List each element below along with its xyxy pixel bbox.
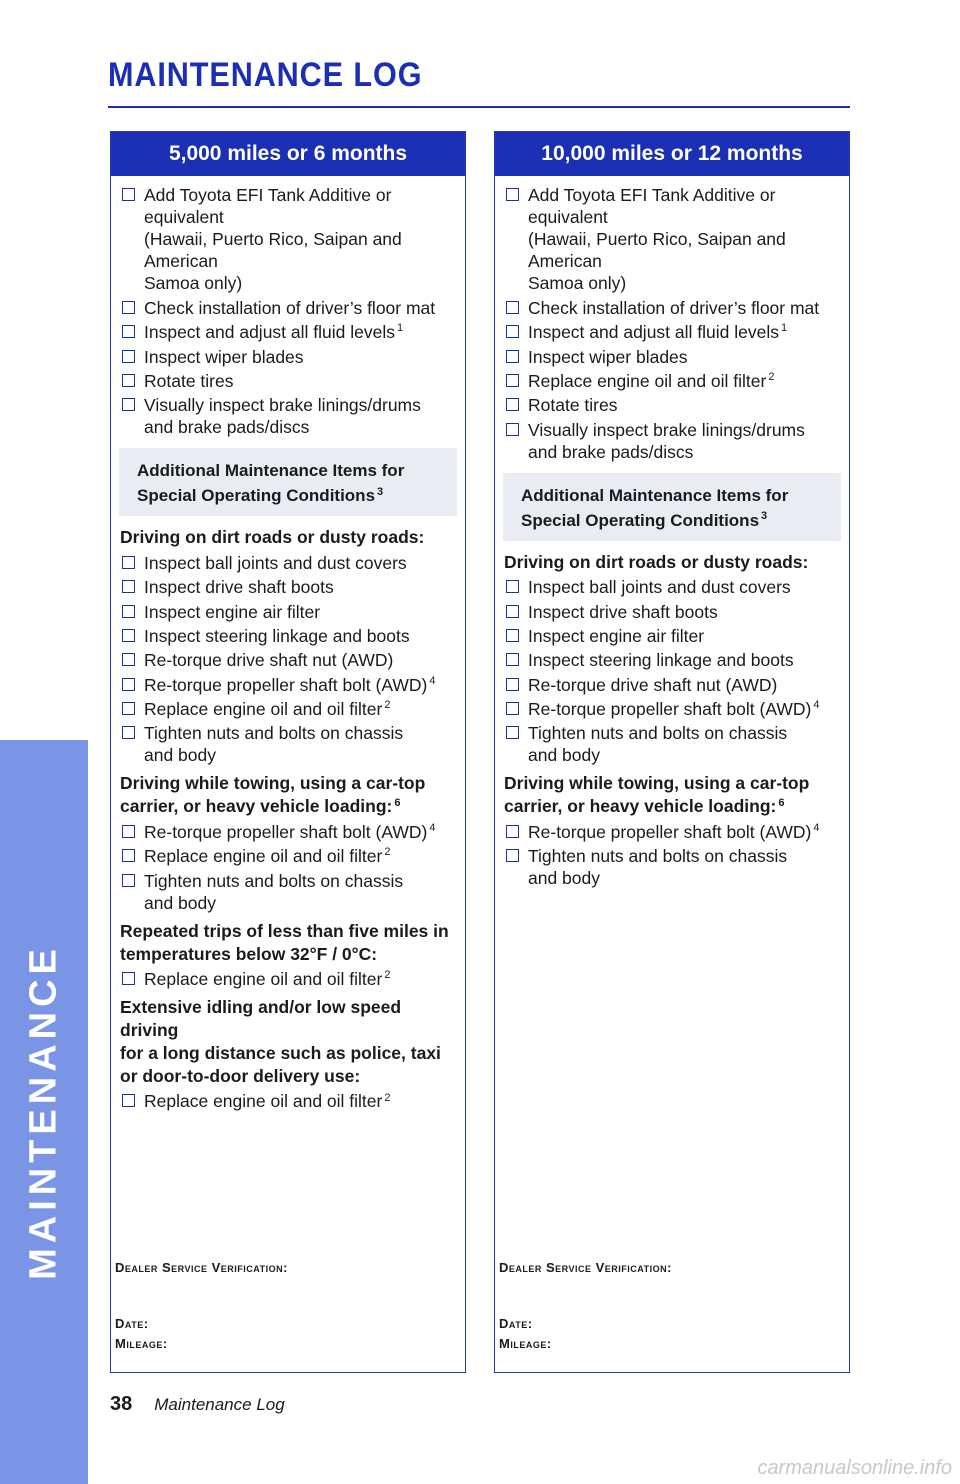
footnote-ref: 2: [384, 969, 391, 982]
item-line: (Hawaii, Puerto Rico, Saipan and American: [144, 229, 402, 272]
checklist-item: [504, 845, 840, 889]
footnote-ref: 2: [768, 371, 775, 384]
footnote-ref: 3: [377, 485, 384, 498]
footnote-ref: 4: [813, 822, 820, 835]
item-line: Samoa only): [528, 273, 627, 294]
item-text: [144, 1090, 390, 1112]
item-text: [528, 370, 774, 392]
item-text: [144, 698, 390, 720]
checkbox[interactable]: [506, 702, 519, 715]
checkbox[interactable]: [506, 605, 519, 618]
checklist-item: [120, 346, 456, 368]
item-text: [528, 674, 777, 696]
checkbox[interactable]: [122, 374, 135, 387]
mileage-label: Mileage:: [115, 1336, 168, 1351]
date-label: Date:: [115, 1316, 149, 1331]
checkbox[interactable]: [122, 972, 135, 985]
checkbox[interactable]: [122, 556, 135, 569]
date-label: Date:: [499, 1316, 533, 1331]
checkbox[interactable]: [506, 629, 519, 642]
dealer-verification-label: Dealer Service Verification:: [499, 1260, 672, 1275]
watermark: carmanualsonline.info: [757, 1457, 952, 1479]
mileage-label: Mileage:: [499, 1336, 552, 1351]
checkbox[interactable]: [122, 726, 135, 739]
page-number: 38: [110, 1393, 133, 1415]
item-text: [144, 297, 435, 319]
item-line: Replace engine oil and oil filter $^2$: [144, 846, 391, 867]
checkbox[interactable]: [122, 1094, 135, 1107]
checkbox[interactable]: [506, 188, 519, 201]
item-text: [528, 394, 617, 416]
item-text: [528, 297, 819, 319]
checklist-item: [504, 674, 840, 696]
item-text: [528, 649, 794, 671]
footnote-ref: 2: [384, 846, 391, 859]
item-line: Rotate tires: [528, 395, 618, 416]
item-line: Rotate tires: [144, 370, 234, 391]
item-line: Inspect ball joints and dust covers: [144, 552, 407, 573]
item-text: [528, 184, 840, 294]
item-text: [144, 845, 390, 867]
column-body: [495, 176, 849, 889]
item-line: Inspect steering linkage and boots: [528, 650, 794, 671]
item-line: Check installation of driver’s floor mat: [528, 297, 820, 318]
checkbox[interactable]: [122, 605, 135, 618]
page-footer: [110, 1393, 285, 1416]
checklist-item: [120, 722, 456, 766]
checkbox[interactable]: [122, 188, 135, 201]
special-heading-line: Additional Maintenance Items for: [521, 485, 789, 505]
item-text: [144, 370, 233, 392]
footnote-ref: 1: [780, 322, 788, 335]
item-text: [144, 552, 407, 574]
checkbox[interactable]: [506, 398, 519, 411]
condition-heading-line: or door-to-door delivery use:: [120, 1066, 361, 1087]
item-text: [144, 394, 421, 438]
item-text: [144, 968, 390, 990]
checkbox[interactable]: [506, 653, 519, 666]
item-text: [528, 845, 787, 889]
item-text: [528, 601, 718, 623]
item-line: Re-torque propeller shaft bolt (AWD) $^4$: [528, 699, 820, 720]
item-line: Re-torque propeller shaft bolt (AWD) $^4$: [528, 821, 820, 842]
condition-heading-line: carrier, or heavy vehicle loading: $^6$: [504, 796, 785, 817]
footnote-ref: 2: [384, 699, 391, 712]
special-conditions-box: [503, 473, 841, 541]
item-line: Inspect wiper blades: [144, 346, 304, 367]
condition-heading: [504, 551, 840, 574]
item-text: [144, 870, 403, 914]
checkbox[interactable]: [122, 629, 135, 642]
condition-heading-line: Driving on dirt roads or dusty roads:: [504, 551, 809, 572]
page-title: MAINTENANCE LOG: [108, 56, 423, 94]
condition-heading: [120, 772, 456, 818]
special-heading-line: Additional Maintenance Items for: [137, 461, 405, 481]
service-column-5000: [110, 131, 466, 1373]
item-line: Visually inspect brake linings/drums: [144, 395, 421, 416]
item-line: and body: [528, 868, 601, 889]
checkbox[interactable]: [122, 849, 135, 862]
checkbox[interactable]: [122, 653, 135, 666]
special-heading-line: Special Operating Conditions $^3$: [137, 485, 384, 506]
item-line: Re-torque drive shaft nut (AWD): [528, 674, 778, 695]
item-line: Replace engine oil and oil filter $^2$: [528, 370, 775, 391]
condition-heading: [120, 996, 456, 1088]
item-line: Tighten nuts and bolts on chassis: [144, 723, 404, 744]
checklist-item: [504, 419, 840, 463]
footnote-ref: 4: [429, 822, 436, 835]
checklist-item: [504, 698, 840, 720]
item-line: and brake pads/discs: [144, 417, 310, 438]
item-line: Inspect and adjust all fluid levels $^1$: [528, 322, 788, 343]
condition-heading-line: Repeated trips of less than five miles in: [120, 920, 449, 941]
special-heading-line: Special Operating Conditions $^3$: [521, 510, 768, 530]
footnote-ref: 6: [778, 796, 785, 809]
checklist-item: [120, 297, 456, 319]
dealer-verification: [111, 1260, 465, 1356]
checklist-item: [504, 184, 840, 294]
item-text: [528, 625, 704, 647]
checklist-item: [120, 552, 456, 574]
checklist-item: [120, 601, 456, 623]
condition-heading-line: Extensive idling and/or low speed driving: [120, 997, 402, 1041]
footer-label: Maintenance Log: [154, 1395, 285, 1414]
item-text: [528, 419, 805, 463]
checklist-item: [120, 649, 456, 671]
checklist-item: [504, 394, 840, 416]
item-line: Visually inspect brake linings/drums: [528, 419, 805, 440]
checkbox[interactable]: [122, 398, 135, 411]
item-line: and brake pads/discs: [528, 441, 694, 462]
special-conditions-box: [119, 448, 457, 516]
checklist-item: [504, 821, 840, 843]
item-line: Samoa only): [144, 273, 243, 294]
checkbox[interactable]: [506, 301, 519, 314]
footnote-ref: 3: [761, 510, 768, 523]
item-line: Tighten nuts and bolts on chassis: [144, 870, 404, 891]
checklist-item: [120, 845, 456, 867]
item-line: (Hawaii, Puerto Rico, Saipan and American: [528, 229, 786, 272]
item-text: [144, 601, 320, 623]
item-text: [528, 576, 791, 598]
checklist-item: [120, 184, 456, 294]
footnote-ref: 4: [813, 699, 820, 712]
footnote-ref: 6: [394, 796, 401, 809]
footnote-ref: 2: [384, 1091, 391, 1104]
item-text: [144, 674, 435, 696]
dealer-verification-label: Dealer Service Verification:: [115, 1260, 288, 1275]
checkbox[interactable]: [506, 374, 519, 387]
item-line: and body: [528, 745, 601, 766]
item-text: [144, 821, 435, 843]
item-text: [144, 649, 393, 671]
checklist-item: [504, 346, 840, 368]
section-side-label: MAINTENANCE: [22, 944, 65, 1280]
condition-heading-line: temperatures below 32°F / 0°C:: [120, 943, 378, 964]
item-line: Inspect engine air filter: [144, 601, 321, 622]
checkbox[interactable]: [506, 423, 519, 436]
item-line: Add Toyota EFI Tank Additive or equivalent: [528, 185, 776, 228]
item-line: Replace engine oil and oil filter $^2$: [144, 699, 391, 720]
condition-heading-line: for a long distance such as police, taxi: [120, 1043, 441, 1064]
condition-heading-line: Driving on dirt roads or dusty roads:: [120, 527, 425, 548]
checklist-item: [120, 625, 456, 647]
checkbox[interactable]: [506, 726, 519, 739]
checkbox[interactable]: [506, 678, 519, 691]
checkbox[interactable]: [506, 825, 519, 838]
checklist-item: [504, 722, 840, 766]
checklist-item: [120, 321, 456, 343]
checkbox[interactable]: [506, 325, 519, 338]
item-text: [144, 625, 410, 647]
item-text: [528, 698, 819, 720]
dealer-verification: [495, 1260, 849, 1356]
checkbox[interactable]: [122, 702, 135, 715]
item-line: and body: [144, 892, 217, 913]
item-text: [144, 321, 403, 343]
item-line: Re-torque propeller shaft bolt (AWD) $^4$: [144, 674, 436, 695]
checkbox[interactable]: [122, 580, 135, 593]
condition-heading: [120, 920, 456, 966]
checkbox[interactable]: [506, 580, 519, 593]
item-line: Inspect ball joints and dust covers: [528, 577, 791, 598]
item-line: Inspect drive shaft boots: [144, 577, 334, 598]
column-heading: 5,000 miles or 6 months: [111, 132, 465, 176]
service-column-10000: [494, 131, 850, 1373]
item-line: Inspect wiper blades: [528, 346, 688, 367]
item-line: Check installation of driver’s floor mat: [144, 297, 436, 318]
condition-heading: [504, 772, 840, 818]
item-text: [528, 321, 787, 343]
item-text: [528, 722, 787, 766]
checklist-item: [120, 1090, 456, 1112]
checklist-item: [120, 698, 456, 720]
item-text: [144, 722, 403, 766]
item-line: Re-torque propeller shaft bolt (AWD) $^4$: [144, 821, 436, 842]
item-text: [528, 821, 819, 843]
footnote-ref: 1: [396, 322, 404, 335]
checklist-item: [504, 370, 840, 392]
checklist-item: [504, 297, 840, 319]
column-body: [111, 176, 465, 1112]
checkbox[interactable]: [506, 849, 519, 862]
item-line: Inspect steering linkage and boots: [144, 625, 410, 646]
title-divider: [108, 106, 850, 108]
condition-heading-line: Driving while towing, using a car-top: [504, 773, 810, 794]
item-line: Replace engine oil and oil filter $^2$: [144, 1091, 391, 1112]
checklist-item: [120, 370, 456, 392]
checklist-item: [504, 625, 840, 647]
checklist-item: [504, 649, 840, 671]
checkbox[interactable]: [122, 874, 135, 887]
condition-heading-line: carrier, or heavy vehicle loading: $^6$: [120, 796, 401, 817]
checkbox[interactable]: [506, 350, 519, 363]
item-line: Tighten nuts and bolts on chassis: [528, 723, 788, 744]
item-text: [144, 346, 304, 368]
checklist-item: [120, 968, 456, 990]
checklist-item: [504, 601, 840, 623]
item-text: [144, 576, 334, 598]
item-line: Re-torque drive shaft nut (AWD): [144, 650, 394, 671]
item-text: [144, 184, 456, 294]
checkbox[interactable]: [122, 325, 135, 338]
item-text: [528, 346, 688, 368]
checklist-item: [504, 321, 840, 343]
checklist-item: [120, 576, 456, 598]
item-line: and body: [144, 745, 217, 766]
item-line: Inspect and adjust all fluid levels $^1$: [144, 322, 404, 343]
item-line: Inspect engine air filter: [528, 625, 705, 646]
checkbox[interactable]: [122, 350, 135, 363]
checklist-item: [504, 576, 840, 598]
item-line: Add Toyota EFI Tank Additive or equivalent: [144, 185, 392, 228]
checklist-item: [120, 821, 456, 843]
item-line: Replace engine oil and oil filter $^2$: [144, 969, 391, 990]
footnote-ref: 4: [429, 674, 436, 687]
checkbox[interactable]: [122, 678, 135, 691]
checklist-item: [120, 394, 456, 438]
checklist-item: [120, 674, 456, 696]
checklist-item: [120, 870, 456, 914]
item-line: Inspect drive shaft boots: [528, 601, 718, 622]
condition-heading-line: Driving while towing, using a car-top: [120, 773, 426, 794]
checkbox[interactable]: [122, 301, 135, 314]
column-heading: 10,000 miles or 12 months: [495, 132, 849, 176]
checkbox[interactable]: [122, 825, 135, 838]
condition-heading: [120, 526, 456, 549]
item-line: Tighten nuts and bolts on chassis: [528, 846, 788, 867]
